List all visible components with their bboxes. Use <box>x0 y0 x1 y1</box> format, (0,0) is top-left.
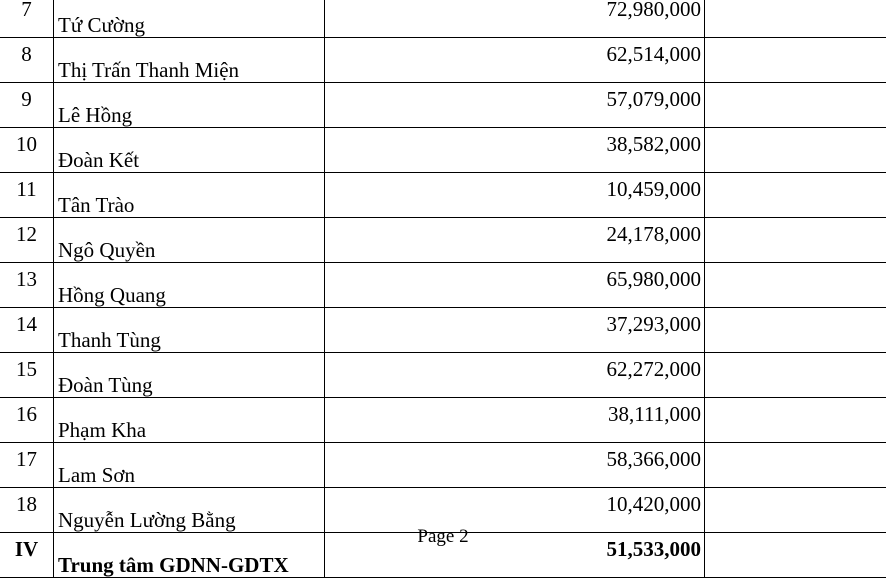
amount: 10,420,000 <box>325 488 705 533</box>
empty-cell <box>705 398 886 443</box>
empty-cell <box>705 218 886 263</box>
unit-name: Phạm Kha <box>54 398 325 443</box>
table-row <box>0 173 886 218</box>
unit-name: Lê Hồng <box>54 83 325 128</box>
unit-name: Lam Sơn <box>54 443 325 488</box>
amount: 24,178,000 <box>325 218 705 263</box>
empty-cell <box>705 0 886 38</box>
section-number: IV <box>0 533 54 578</box>
amount: 38,582,000 <box>325 128 705 173</box>
unit-name: Tân Trào <box>54 173 325 218</box>
table-row <box>0 0 886 38</box>
empty-cell <box>705 263 886 308</box>
row-number: 16 <box>0 398 54 443</box>
table-row <box>0 353 886 398</box>
table-row <box>0 308 886 353</box>
row-number: 9 <box>0 83 54 128</box>
amount: 62,514,000 <box>325 38 705 83</box>
amount: 37,293,000 <box>325 308 705 353</box>
empty-cell <box>705 443 886 488</box>
unit-name: Nguyễn Lường Bằng <box>54 488 325 533</box>
unit-name: Hồng Quang <box>54 263 325 308</box>
amount: 38,111,000 <box>325 398 705 443</box>
amount: 62,272,000 <box>325 353 705 398</box>
empty-cell <box>705 38 886 83</box>
empty-cell <box>705 308 886 353</box>
amount: 57,079,000 <box>325 83 705 128</box>
row-number: 10 <box>0 128 54 173</box>
unit-name: Tứ Cường <box>54 0 325 38</box>
unit-name: Thị Trấn Thanh Miện <box>54 38 325 83</box>
row-number: 14 <box>0 308 54 353</box>
row-number: 17 <box>0 443 54 488</box>
row-number: 12 <box>0 218 54 263</box>
empty-cell <box>705 83 886 128</box>
amount: 72,980,000 <box>325 0 705 38</box>
table-row <box>0 443 886 488</box>
empty-cell <box>705 128 886 173</box>
table-row <box>0 218 886 263</box>
table-row <box>0 83 886 128</box>
amount: 65,980,000 <box>325 263 705 308</box>
row-number: 18 <box>0 488 54 533</box>
page-number: Page 2 <box>0 526 886 548</box>
table-row <box>0 38 886 83</box>
row-number: 7 <box>0 0 54 38</box>
row-number: 8 <box>0 38 54 83</box>
unit-name: Đoàn Kết <box>54 128 325 173</box>
unit-name: Ngô Quyền <box>54 218 325 263</box>
table-row <box>0 128 886 173</box>
amount: 58,366,000 <box>325 443 705 488</box>
empty-cell <box>705 173 886 218</box>
section-name: Trung tâm GDNN-GDTX <box>54 533 325 578</box>
row-number: 11 <box>0 173 54 218</box>
unit-name: Đoàn Tùng <box>54 353 325 398</box>
amount: 10,459,000 <box>325 173 705 218</box>
table-row <box>0 398 886 443</box>
empty-cell <box>705 353 886 398</box>
row-number: 15 <box>0 353 54 398</box>
section-amount: 51,533,000 <box>325 533 705 578</box>
unit-name: Thanh Tùng <box>54 308 325 353</box>
row-number: 13 <box>0 263 54 308</box>
table-row <box>0 263 886 308</box>
